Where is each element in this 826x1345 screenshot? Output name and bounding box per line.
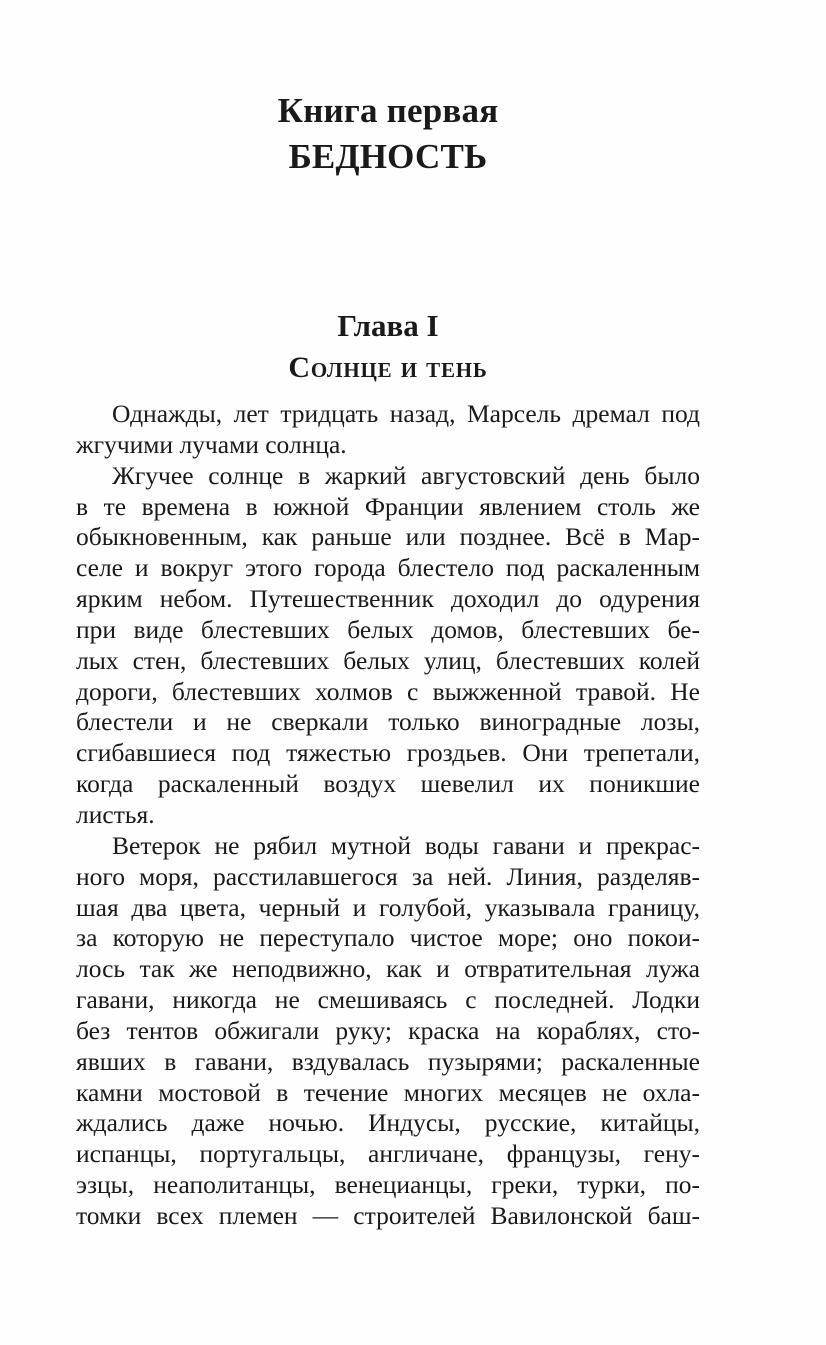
text-line: за которую не переступало чистое море; оно покои- <box>76 923 700 953</box>
text-line: эзцы, неаполитанцы, венецианцы, греки, турки, по- <box>76 1170 700 1200</box>
text-line: ного моря, расстилавшегося за ней. Линия, разделяв- <box>76 861 700 891</box>
book-part-title: БЕДНОСТЬ <box>288 137 488 176</box>
text-line: ярким небом. Путешественник доходил до одурения <box>76 584 700 614</box>
text-line: листья. <box>76 799 155 829</box>
text-line: при виде блестевших белых домов, блестевших бе- <box>76 614 700 644</box>
book-part-label: Книга первая <box>277 91 499 130</box>
text-line: селе и вокруг этого города блестело под раскаленным <box>76 553 700 583</box>
text-line: лых стен, блестевших белых улиц, блестевших колей <box>76 645 700 675</box>
text-line: блестели и не сверкали только виноградные лозы, <box>76 707 700 737</box>
text-line: обыкновенным, как раньше или позднее. Всё в Мар- <box>76 522 700 552</box>
text-line: испанцы, португальцы, англичане, французы, гену- <box>76 1139 700 1169</box>
chapter-number: Глава I <box>337 308 439 343</box>
text-line: томки всех племен — строителей Вавилонской баш- <box>76 1200 700 1230</box>
text-line: дороги, блестевших холмов с выжженной травой. Не <box>76 676 700 706</box>
text-line: когда раскаленный воздух шевелил их поникшие <box>76 769 700 799</box>
text-line: лось так же неподвижно, как и отвратительная лужа <box>76 954 700 984</box>
text-line: ждались даже ночью. Индусы, русские, китайцы, <box>76 1108 700 1138</box>
text-line: Жгучее солнце в жаркий августовский день было <box>112 460 700 490</box>
text-line: Ветерок не рябил мутной воды гавани и прекрас- <box>112 830 700 860</box>
text-line: камни мостовой в течение многих месяцев не охла- <box>76 1077 700 1107</box>
chapter-heading <box>0 306 776 388</box>
text-line: Однажды, лет тридцать назад, Марсель дремал под <box>112 399 700 428</box>
body-text <box>76 399 700 1232</box>
text-line: гавани, никогда не смешиваясь с последней. Лодки <box>76 985 700 1015</box>
text-line: жгучими лучами солнца. <box>76 429 347 459</box>
text-line: шая два цвета, черный и голубой, указывала границу, <box>76 892 700 922</box>
text-line: без тентов обжигали руку; краска на кораблях, сто- <box>76 1015 700 1045</box>
book-heading <box>0 88 776 180</box>
text-line: сгибавшиеся под тяжестью гроздьев. Они трепетали, <box>76 738 700 768</box>
chapter-title: Солнце и тень <box>288 351 488 384</box>
text-line: в те времена в южной Франции явлением столь же <box>76 491 700 521</box>
text-line: явших в гавани, вздувалась пузырями; раскаленные <box>76 1046 700 1076</box>
